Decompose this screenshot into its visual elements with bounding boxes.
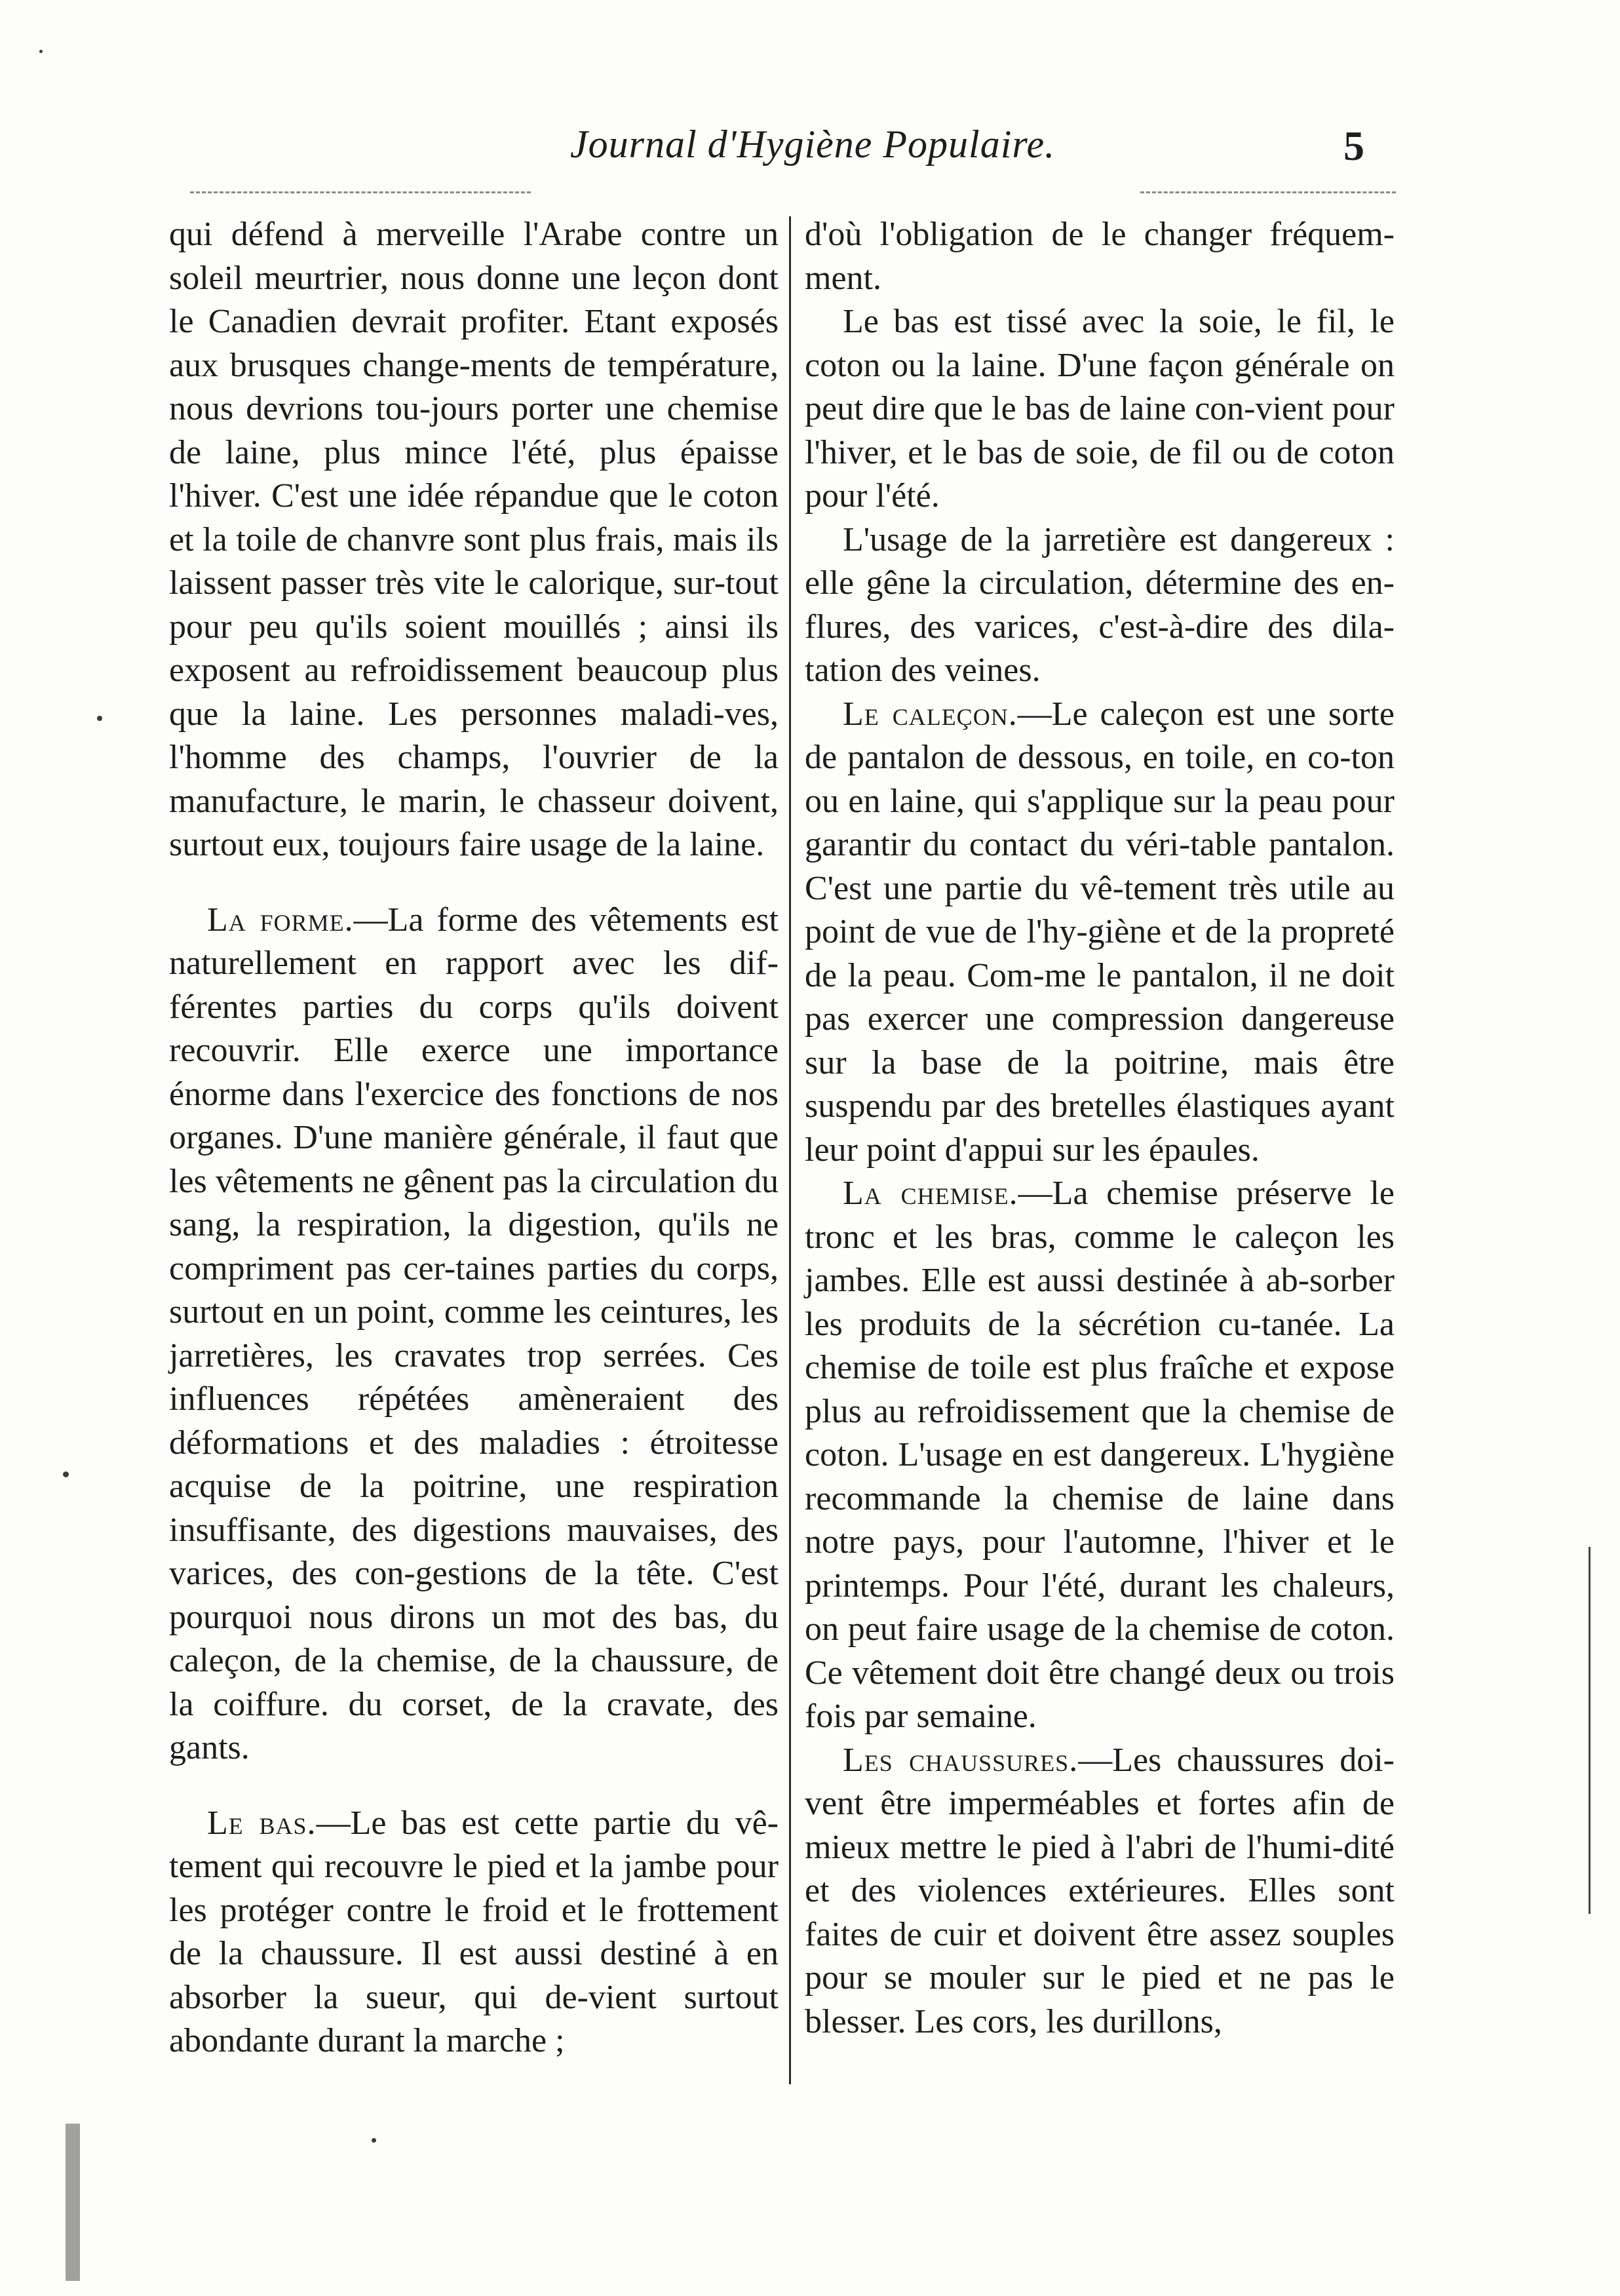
scan-speck	[39, 50, 43, 53]
scan-edge-line	[1589, 1547, 1591, 1914]
paragraph-text: —La forme des vêtements est naturellement en rapport avec les dif-férentes parties du corps qu'ils doivent recouvrir. Elle exerce une importance énorme dans l'exercice des fonctions de nos organes. D'une manière générale, il faut que les vêtements ne gênent pas la circulation du sang, la respiration, la digestion, qu'ils ne compriment pas cer-taines parties du corps, surtout en un point, comme les ceintures, les jarretières, les cravates trop serrées. Ces influences répétées amèneraient des déformations et des maladies : étroitesse acquise de la poitrine, une respiration insuffisante, des digestions mauvaises, des varices, des con-gestions de la tête. C'est pourquoi nous dirons un mot des bas, du caleçon, de la chemise, de la chaussure, de la coiffure. du corset, de la cravate, des gants.	[169, 901, 779, 1766]
running-title: Journal d'Hygiène Populaire.	[570, 123, 1056, 166]
paragraph-le-calecon	[805, 693, 1395, 1173]
section-rubric: Les chaussures.	[843, 1741, 1079, 1779]
header-rule-right	[1140, 191, 1396, 193]
section-rubric: La chemise.	[843, 1175, 1018, 1212]
paragraph-text: —La chemise préserve le tronc et les bras, comme le caleçon les jambes. Elle est aussi destinée à ab-sorber les produits de la sécrétion cu-tanée. La chemise de toile est plus fraîche et expose plus au refroidissement que la chemise de coton. L'usage en est dangereux. L'hygiène recommande la chemise de laine dans notre pays, pour l'automne, l'hiver et le printemps. Pour l'été, durant les chaleurs, on peut faire usage de la chemise de coton. Ce vêtement doit être changé deux ou trois fois par semaine.	[805, 1175, 1395, 1735]
right-column	[805, 213, 1395, 2044]
paragraph-la-chemise	[805, 1172, 1395, 1739]
section-rubric: Le bas.	[207, 1804, 317, 1842]
section-rubric: La forme.	[207, 901, 354, 939]
running-header	[0, 122, 1620, 181]
scan-speck	[372, 2138, 376, 2143]
page-number: 5	[1343, 123, 1364, 169]
paragraph: qui défend à merveille l'Arabe contre un soleil meurtrier, nous donne une leçon dont le Canadien devrait profiter. Etant exposés aux brusques change-ments de température, nous devrions tou-jours porter une chemise de laine, plus mince l'été, plus épaisse l'hiver. C'est une idée répandue que le coton et la toile de chanvre sont plus frais, mais ils laissent passer très vite le calorique, sur-tout pour peu qu'ils soient mouillés ; ainsi ils exposent au refroidissement beaucoup plus que la laine. Les personnes maladi-ves, l'homme des champs, l'ouvrier de la manufacture, le marin, le chasseur doivent, surtout eux, toujours faire usage de la laine.	[169, 216, 779, 863]
paragraph-text: —Le caleçon est une sorte de pantalon de dessous, en toile, en co-ton ou en laine, qui s'applique sur la peau pour garantir du contact du véri-table pantalon. C'est une partie du vê-tement très utile au point de vue de l'hy-giène et de la propreté de la peau. Com-me le pantalon, il ne doit pas exercer une compression dangereuse sur la base de la poitrine, mais être suspendu par des bretelles élastiques ayant leur point d'appui sur les épaules.	[805, 695, 1395, 1169]
paragraph-les-chaussures	[805, 1739, 1395, 2044]
left-column	[169, 213, 779, 2063]
scan-speck	[97, 716, 102, 721]
paragraph-text: —Les chaussures doi-vent être imperméables et fortes afin de mieux mettre le pied à l'abri de l'humi-dité et des violences extérieures. Elles sont faites de cuir et doivent être assez souples pour se mouler sur le pied et ne pas le blesser. Les cors, les durillons,	[805, 1741, 1395, 2040]
scan-edge-mark	[66, 2124, 80, 2281]
paragraph-la-forme	[169, 899, 779, 1770]
header-rule-left	[190, 191, 531, 193]
column-divider	[789, 216, 791, 2084]
paragraph-text: —Le bas est cette partie du vê-tement qui recouvre le pied et la jambe pour les protéger contre le froid et le frottement de la chaussure. Il est aussi destiné à en absorber la sueur, qui de-vient surtout abondante durant la marche ;	[169, 1804, 779, 2059]
paragraph-le-bas	[169, 1802, 779, 2063]
section-rubric: Le caleçon.	[843, 695, 1018, 733]
paragraph: d'où l'obligation de le changer fréquem-ment.	[805, 216, 1395, 297]
paragraph: Le bas est tissé avec la soie, le fil, le coton ou la laine. D'une façon générale on peut dire que le bas de laine con-vient pour l'hiver, et le bas de soie, de fil ou de coton pour l'été.	[805, 303, 1395, 515]
paragraph: L'usage de la jarretière est dangereux : elle gêne la circulation, détermine des en-flures, des varices, c'est-à-dire des dila-tation des veines.	[805, 520, 1395, 689]
scan-speck	[63, 1471, 69, 1477]
